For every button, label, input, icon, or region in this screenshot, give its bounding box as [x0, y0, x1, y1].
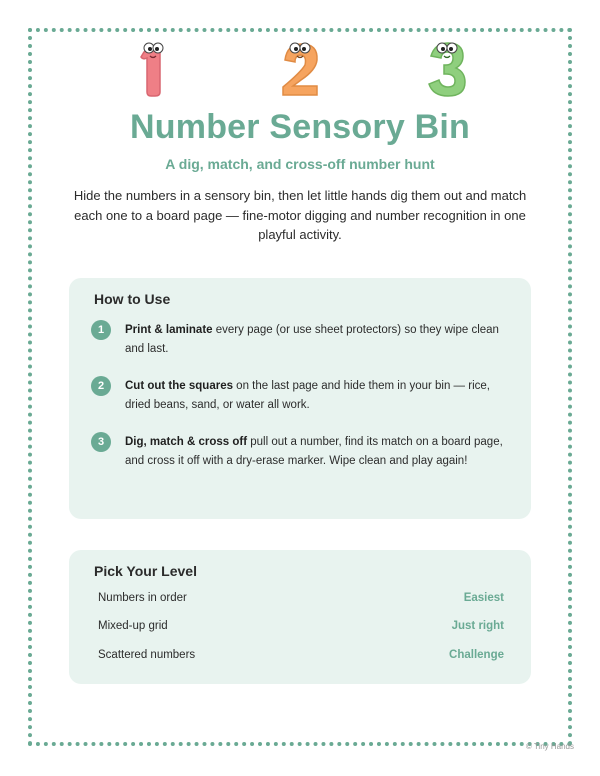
- level-row: [98, 620, 504, 638]
- step-text: [125, 433, 511, 471]
- how-to-use-panel: [69, 278, 531, 519]
- level-name: Numbers in order: [98, 592, 187, 604]
- step-description: pull out a number, find its match on a board page, and cross it off with a dry-erase marker. Wipe clean and play again!: [125, 436, 503, 467]
- difficulty-tag: Easiest: [463, 592, 504, 604]
- level-row: [98, 649, 504, 667]
- pick-level-panel: [69, 550, 531, 684]
- number-mascots: [0, 38, 600, 100]
- level-name: Mixed-up grid: [98, 620, 168, 632]
- step-description: on the last page and hide them in your bin — rice, dried beans, sand, or water all work.: [125, 380, 490, 411]
- page-subtitle: A dig, match, and cross-off number hunt: [165, 156, 435, 172]
- step-number-badge: 1: [91, 320, 111, 340]
- step-bold-label: Print & laminate: [125, 324, 213, 336]
- level-row: [98, 592, 504, 610]
- step-bold-label: Cut out the squares: [125, 380, 233, 392]
- step-number-badge: 3: [91, 432, 111, 452]
- number-one-mascot-icon: [122, 38, 182, 100]
- level-name: Scattered numbers: [98, 649, 196, 661]
- step-bold-label: Dig, match & cross off: [125, 436, 248, 448]
- step-text: [125, 321, 511, 359]
- step-text: [125, 377, 511, 415]
- number-three-mascot-icon: [417, 38, 477, 100]
- number-two-mascot-icon: [271, 38, 331, 100]
- pick-level-heading: Pick Your Level: [94, 563, 197, 579]
- step-number-badge: 2: [91, 376, 111, 396]
- how-to-use-heading: How to Use: [94, 291, 171, 307]
- difficulty-tag: Just right: [451, 620, 504, 632]
- page-title: Number Sensory Bin: [130, 108, 470, 146]
- intro-paragraph: Hide the numbers in a sensory bin, then let little hands dig them out and match each one to a board page — fine-motor digging and number recognition in one playful activity.: [73, 188, 527, 242]
- difficulty-tag: Challenge: [449, 649, 504, 661]
- copyright-text: © Tiny Hands: [525, 742, 574, 751]
- step-description: every page (or use sheet protectors) so they wipe clean and last.: [125, 324, 499, 355]
